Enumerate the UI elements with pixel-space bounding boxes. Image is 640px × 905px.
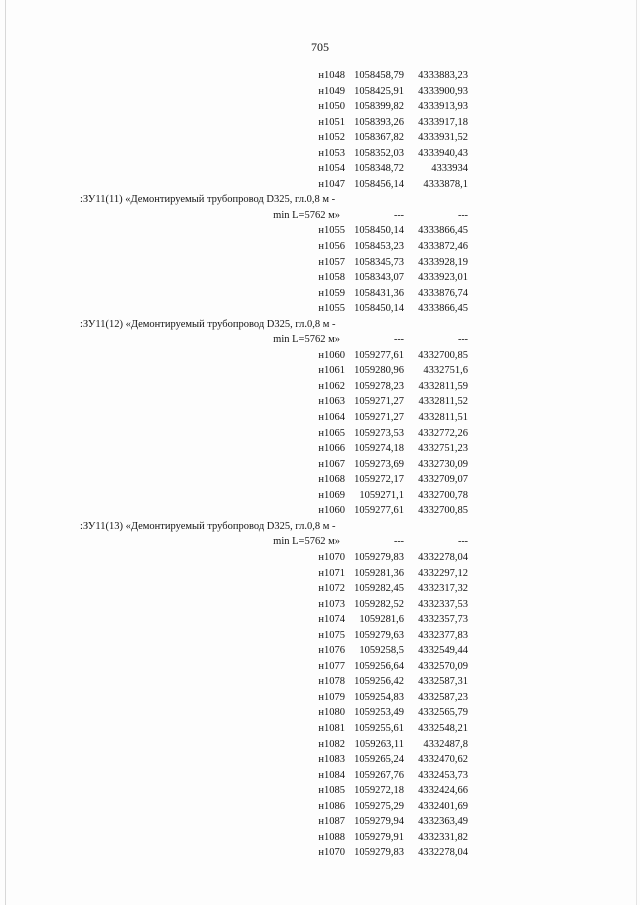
table-row — [0, 270, 640, 286]
y-coordinate: 4332487,8 — [423, 738, 468, 750]
y-coordinate: 4332337,53 — [418, 598, 468, 610]
table-row — [0, 581, 640, 597]
section-title: :ЗУ11(12) «Демонтируемый трубопровод D325, гл.0,8 м - — [80, 318, 336, 330]
x-coordinate: 1059273,53 — [354, 427, 404, 439]
point-id: н1079 — [318, 691, 345, 703]
x-coordinate: 1059281,6 — [359, 614, 404, 626]
x-coordinate: 1059282,45 — [354, 583, 404, 595]
point-id: н1085 — [318, 785, 345, 797]
y-coordinate: 4332363,49 — [418, 816, 468, 828]
y-coordinate: 4332587,23 — [418, 691, 468, 703]
x-coordinate: 1059267,76 — [354, 769, 404, 781]
x-coordinate: 1059274,18 — [354, 443, 404, 455]
y-coordinate: 4333878,1 — [423, 178, 468, 190]
table-row — [0, 799, 640, 815]
table-row — [0, 68, 640, 84]
table-row — [0, 628, 640, 644]
table-row — [0, 612, 640, 628]
y-coordinate: 4332751,23 — [418, 443, 468, 455]
table-row — [0, 721, 640, 737]
point-id: н1069 — [318, 489, 345, 501]
x-coordinate: 1058352,03 — [354, 147, 404, 159]
x-coordinate: 1058348,72 — [354, 163, 404, 175]
empty-y-marker: --- — [458, 536, 468, 548]
x-coordinate: 1059275,29 — [354, 800, 404, 812]
x-coordinate: 1058450,14 — [354, 303, 404, 315]
table-row — [0, 830, 640, 846]
point-id: н1052 — [318, 132, 345, 144]
table-row — [0, 363, 640, 379]
y-coordinate: 4333883,23 — [418, 70, 468, 81]
y-coordinate: 4332317,32 — [418, 583, 468, 595]
point-id: н1055 — [318, 303, 345, 315]
x-coordinate: 1059279,83 — [354, 551, 404, 563]
table-row — [0, 130, 640, 146]
table-row — [0, 457, 640, 473]
section-2 — [0, 317, 640, 519]
point-id: н1074 — [318, 614, 345, 626]
table-row — [0, 597, 640, 613]
x-coordinate: 1058399,82 — [354, 101, 404, 113]
point-id: н1050 — [318, 101, 345, 113]
table-row — [0, 379, 640, 395]
section-title-continued: min L=5762 м» — [273, 536, 340, 548]
x-coordinate: 1059277,61 — [354, 505, 404, 517]
table-row — [0, 223, 640, 239]
y-coordinate: 4332278,04 — [418, 551, 468, 563]
x-coordinate: 1059271,27 — [354, 412, 404, 424]
section-header-continued — [0, 208, 640, 224]
table-row — [0, 659, 640, 675]
x-coordinate: 1058431,36 — [354, 287, 404, 299]
point-id: н1063 — [318, 396, 345, 408]
y-coordinate: 4333872,46 — [418, 241, 468, 253]
empty-x-marker: --- — [394, 536, 404, 548]
x-coordinate: 1059272,17 — [354, 474, 404, 486]
point-id: н1075 — [318, 629, 345, 641]
y-coordinate: 4333940,43 — [418, 147, 468, 159]
empty-x-marker: --- — [394, 209, 404, 221]
y-coordinate: 4332570,09 — [418, 660, 468, 672]
table-row — [0, 99, 640, 115]
section-header — [0, 317, 640, 333]
x-coordinate: 1058343,07 — [354, 272, 404, 284]
y-coordinate: 4333923,01 — [418, 272, 468, 284]
table-row — [0, 301, 640, 317]
y-coordinate: 4332297,12 — [418, 567, 468, 579]
empty-y-marker: --- — [458, 209, 468, 221]
y-coordinate: 4333866,45 — [418, 303, 468, 315]
x-coordinate: 1059254,83 — [354, 691, 404, 703]
table-row — [0, 426, 640, 442]
x-coordinate: 1059271,27 — [354, 396, 404, 408]
section-header-continued — [0, 534, 640, 550]
section-title: :ЗУ11(11) «Демонтируемый трубопровод D325, гл.0,8 м - — [80, 194, 336, 206]
y-coordinate: 4332700,85 — [418, 505, 468, 517]
point-id: н1066 — [318, 443, 345, 455]
y-coordinate: 4332357,73 — [418, 614, 468, 626]
y-coordinate: 4332811,51 — [418, 412, 468, 424]
y-coordinate: 4333900,93 — [418, 85, 468, 97]
table-row — [0, 441, 640, 457]
point-id: н1081 — [318, 722, 345, 734]
point-id: н1048 — [318, 70, 345, 81]
table-row — [0, 737, 640, 753]
x-coordinate: 1058425,91 — [354, 85, 404, 97]
y-coordinate: 4332811,59 — [418, 380, 468, 392]
point-id: н1073 — [318, 598, 345, 610]
y-coordinate: 4332424,66 — [418, 785, 468, 797]
y-coordinate: 4332549,44 — [418, 645, 468, 657]
point-id: н1056 — [318, 241, 345, 253]
section-title: :ЗУ11(13) «Демонтируемый трубопровод D325, гл.0,8 м - — [80, 520, 336, 532]
y-coordinate: 4332709,07 — [418, 474, 468, 486]
y-coordinate: 4333931,52 — [418, 132, 468, 144]
point-id: н1061 — [318, 365, 345, 377]
table-row — [0, 394, 640, 410]
point-id: н1054 — [318, 163, 345, 175]
x-coordinate: 1059255,61 — [354, 722, 404, 734]
point-id: н1088 — [318, 831, 345, 843]
table-row — [0, 161, 640, 177]
y-coordinate: 4332278,04 — [418, 847, 468, 859]
x-coordinate: 1059258,5 — [359, 645, 404, 657]
section-0 — [0, 68, 640, 192]
x-coordinate: 1058367,82 — [354, 132, 404, 144]
x-coordinate: 1059280,96 — [354, 365, 404, 377]
section-1 — [0, 192, 640, 316]
y-coordinate: 4333876,74 — [418, 287, 468, 299]
x-coordinate: 1059277,61 — [354, 349, 404, 361]
point-id: н1068 — [318, 474, 345, 486]
x-coordinate: 1058345,73 — [354, 256, 404, 268]
point-id: н1065 — [318, 427, 345, 439]
table-row — [0, 690, 640, 706]
x-coordinate: 1059279,63 — [354, 629, 404, 641]
x-coordinate: 1058453,23 — [354, 241, 404, 253]
y-coordinate: 4332565,79 — [418, 707, 468, 719]
table-row — [0, 115, 640, 131]
page-number: 705 — [311, 40, 329, 54]
point-id: н1070 — [318, 847, 345, 859]
point-id: н1083 — [318, 754, 345, 766]
table-row — [0, 768, 640, 784]
x-coordinate: 1059253,49 — [354, 707, 404, 719]
table-row — [0, 410, 640, 426]
x-coordinate: 1059279,91 — [354, 831, 404, 843]
y-coordinate: 4332811,52 — [418, 396, 468, 408]
point-id: н1060 — [318, 349, 345, 361]
y-coordinate: 4332377,83 — [418, 629, 468, 641]
x-coordinate: 1058450,14 — [354, 225, 404, 237]
y-coordinate: 4332730,09 — [418, 458, 468, 470]
section-header — [0, 519, 640, 535]
point-id: н1087 — [318, 816, 345, 828]
point-id: н1067 — [318, 458, 345, 470]
point-id: н1055 — [318, 225, 345, 237]
point-id: н1076 — [318, 645, 345, 657]
point-id: н1071 — [318, 567, 345, 579]
y-coordinate: 4333928,19 — [418, 256, 468, 268]
y-coordinate: 4332587,31 — [418, 676, 468, 688]
y-coordinate: 4333934 — [431, 163, 468, 175]
x-coordinate: 1059271,1 — [359, 489, 404, 501]
y-coordinate: 4332470,62 — [418, 754, 468, 766]
point-id: н1062 — [318, 380, 345, 392]
y-coordinate: 4332401,69 — [418, 800, 468, 812]
point-id: н1053 — [318, 147, 345, 159]
table-row — [0, 348, 640, 364]
x-coordinate: 1059279,94 — [354, 816, 404, 828]
table-row — [0, 674, 640, 690]
table-row — [0, 752, 640, 768]
table-row — [0, 550, 640, 566]
x-coordinate: 1059273,69 — [354, 458, 404, 470]
x-coordinate: 1059256,42 — [354, 676, 404, 688]
x-coordinate: 1059256,64 — [354, 660, 404, 672]
point-id: н1084 — [318, 769, 345, 781]
y-coordinate: 4333917,18 — [418, 116, 468, 128]
x-coordinate: 1059282,52 — [354, 598, 404, 610]
point-id: н1060 — [318, 505, 345, 517]
point-id: н1064 — [318, 412, 345, 424]
table-row — [0, 255, 640, 271]
section-header — [0, 192, 640, 208]
x-coordinate: 1059281,36 — [354, 567, 404, 579]
empty-x-marker: --- — [394, 334, 404, 346]
y-coordinate: 4332700,85 — [418, 349, 468, 361]
point-id: н1078 — [318, 676, 345, 688]
table-row — [0, 177, 640, 193]
point-id: н1082 — [318, 738, 345, 750]
section-3 — [0, 519, 640, 861]
table-row — [0, 705, 640, 721]
x-coordinate: 1059278,23 — [354, 380, 404, 392]
point-id: н1086 — [318, 800, 345, 812]
table-row — [0, 239, 640, 255]
table-row — [0, 845, 640, 861]
section-title-continued: min L=5762 м» — [273, 209, 340, 221]
section-header-continued — [0, 332, 640, 348]
point-id: н1072 — [318, 583, 345, 595]
point-id: н1051 — [318, 116, 345, 128]
x-coordinate: 1059263,11 — [354, 738, 404, 750]
table-row — [0, 783, 640, 799]
y-coordinate: 4332751,6 — [423, 365, 468, 377]
x-coordinate: 1059272,18 — [354, 785, 404, 797]
table-row — [0, 286, 640, 302]
point-id: н1070 — [318, 551, 345, 563]
x-coordinate: 1059265,24 — [354, 754, 404, 766]
x-coordinate: 1058458,79 — [354, 70, 404, 81]
table-row — [0, 643, 640, 659]
table-row — [0, 814, 640, 830]
table-row — [0, 566, 640, 582]
y-coordinate: 4333866,45 — [418, 225, 468, 237]
point-id: н1047 — [318, 178, 345, 190]
empty-y-marker: --- — [458, 334, 468, 346]
y-coordinate: 4333913,93 — [418, 101, 468, 113]
coordinate-table — [0, 68, 640, 861]
x-coordinate: 1058456,14 — [354, 178, 404, 190]
point-id: н1059 — [318, 287, 345, 299]
table-row — [0, 472, 640, 488]
y-coordinate: 4332548,21 — [418, 722, 468, 734]
y-coordinate: 4332331,82 — [418, 831, 468, 843]
point-id: н1077 — [318, 660, 345, 672]
table-row — [0, 84, 640, 100]
point-id: н1080 — [318, 707, 345, 719]
y-coordinate: 4332772,26 — [418, 427, 468, 439]
section-title-continued: min L=5762 м» — [273, 334, 340, 346]
table-row — [0, 503, 640, 519]
x-coordinate: 1059279,83 — [354, 847, 404, 859]
x-coordinate: 1058393,26 — [354, 116, 404, 128]
point-id: н1049 — [318, 85, 345, 97]
y-coordinate: 4332700,78 — [418, 489, 468, 501]
y-coordinate: 4332453,73 — [418, 769, 468, 781]
point-id: н1058 — [318, 272, 345, 284]
table-row — [0, 146, 640, 162]
table-row — [0, 488, 640, 504]
point-id: н1057 — [318, 256, 345, 268]
